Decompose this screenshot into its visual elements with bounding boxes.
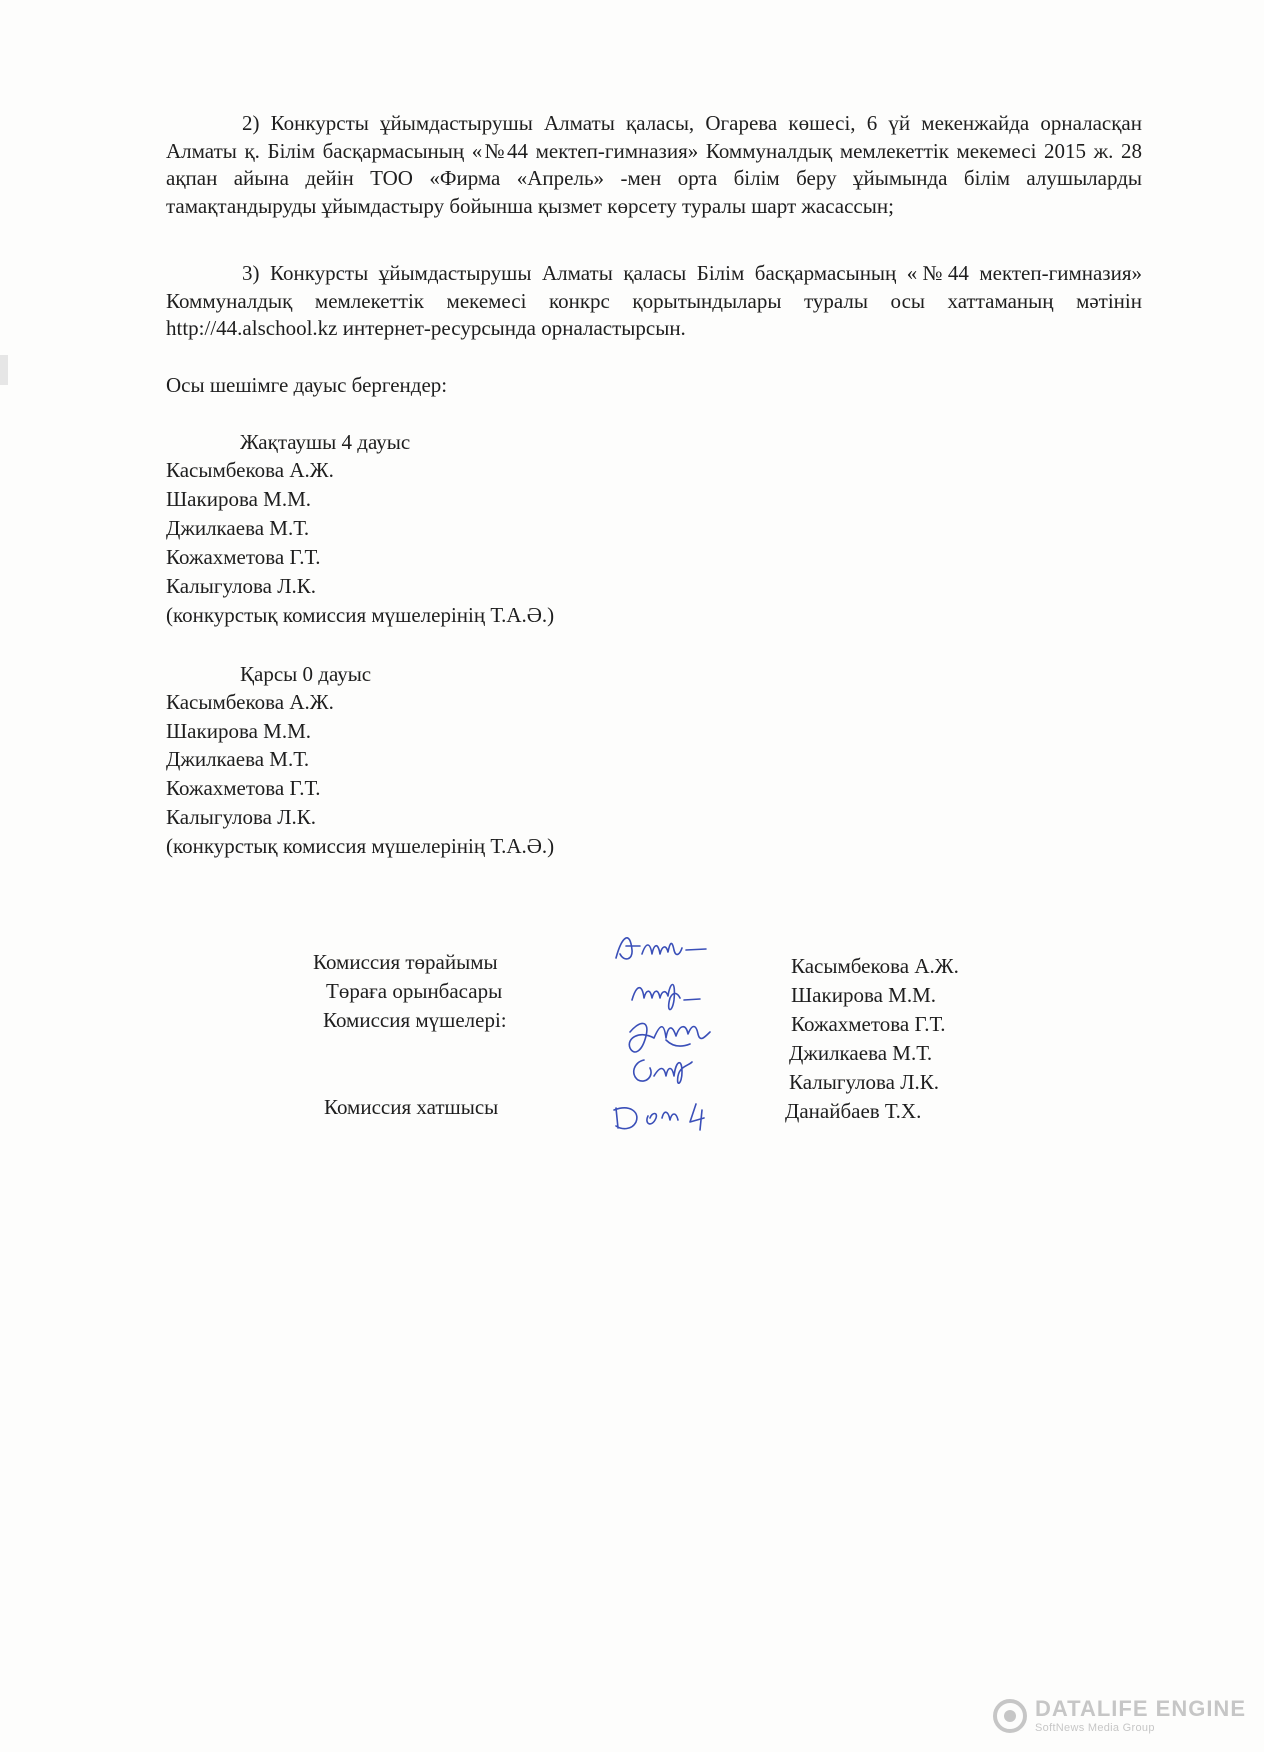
signature-deputy xyxy=(632,985,700,1010)
signer-name: Касымбекова А.Ж. xyxy=(791,954,959,978)
vote-for-name: Кожахметова Г.Т. xyxy=(166,545,321,569)
datalife-watermark xyxy=(993,1698,1246,1734)
role-secretary: Комиссия хатшысы xyxy=(324,1095,499,1119)
vote-against-name: Касымбекова А.Ж. xyxy=(166,690,334,714)
signer-name: Калыгулова Л.К. xyxy=(789,1070,939,1094)
handwritten-signatures xyxy=(600,920,800,1150)
signer-name: Джилкаева М.Т. xyxy=(789,1041,933,1065)
vote-against-name: Джилкаева М.Т. xyxy=(166,747,310,771)
vote-for-name: Шакирова М.М. xyxy=(166,487,312,511)
datalife-logo-icon xyxy=(993,1699,1027,1733)
signature-member-2 xyxy=(634,1060,692,1083)
role-chair: Комиссия төрайымы xyxy=(313,950,498,974)
vote-against-name: Кожахметова Г.Т. xyxy=(166,776,321,800)
role-members: Комиссия мүшелері: xyxy=(323,1008,507,1032)
role-deputy: Төраға орынбасары xyxy=(326,979,503,1003)
paragraph-3 xyxy=(166,260,1142,343)
signature-secretary xyxy=(614,1104,704,1130)
paragraph-3-text: 3) Конкурсты ұйымдастырушы Алматы қаласы Білім басқармасының «№44 мектеп-гимназия» Коммуналдық мемлекеттік мекемесі конкрс қорытындылары туралы осы хаттаманың мәтінін http://44.alschool.kz интернет-ресурсында орналастырсын. xyxy=(166,261,1142,340)
signer-name: Шакирова М.М. xyxy=(791,983,937,1007)
watermark-subtitle: SoftNews Media Group xyxy=(1035,1722,1155,1734)
votes-for-note: (конкурстық комиссия мүшелерінің Т.А.Ә.) xyxy=(166,603,555,627)
votes-for-heading: Жақтаушы 4 дауыс xyxy=(240,430,411,454)
voting-intro: Осы шешімге дауыс бергендер: xyxy=(166,373,448,397)
watermark-text xyxy=(1035,1698,1246,1734)
vote-for-name: Джилкаева М.Т. xyxy=(166,516,310,540)
watermark-title: DATALIFE ENGINE xyxy=(1035,1696,1246,1721)
paragraph-2 xyxy=(166,110,1142,220)
signature-chair xyxy=(616,938,706,959)
votes-against-heading: Қарсы 0 дауыс xyxy=(240,662,372,686)
signer-name: Кожахметова Г.Т. xyxy=(791,1012,946,1036)
scan-edge-mark xyxy=(0,355,8,385)
signature-member-1 xyxy=(629,1023,710,1052)
vote-for-name: Касымбекова А.Ж. xyxy=(166,458,334,482)
vote-against-name: Шакирова М.М. xyxy=(166,719,312,743)
signer-name: Данайбаев Т.Х. xyxy=(785,1099,922,1123)
paragraph-2-text: 2) Конкурсты ұйымдастырушы Алматы қаласы, Огарева көшесі, 6 үй мекенжайда орналасқан Алматы қ. Білім басқармасының «№44 мектеп-гимназия» Коммуналдық мемлекеттік мекемесі 2015 ж. 28 ақпан айына дейін ТОО «Фирма «Апрель» -мен орта білім беру ұйымында білім алушыларды тамақтандыруды ұйымдастыру бойынша қызмет көрсету туралы шарт жасассын; xyxy=(166,111,1142,218)
vote-against-name: Калыгулова Л.К. xyxy=(166,805,316,829)
vote-for-name: Калыгулова Л.К. xyxy=(166,574,316,598)
votes-against-note: (конкурстық комиссия мүшелерінің Т.А.Ә.) xyxy=(166,834,555,858)
